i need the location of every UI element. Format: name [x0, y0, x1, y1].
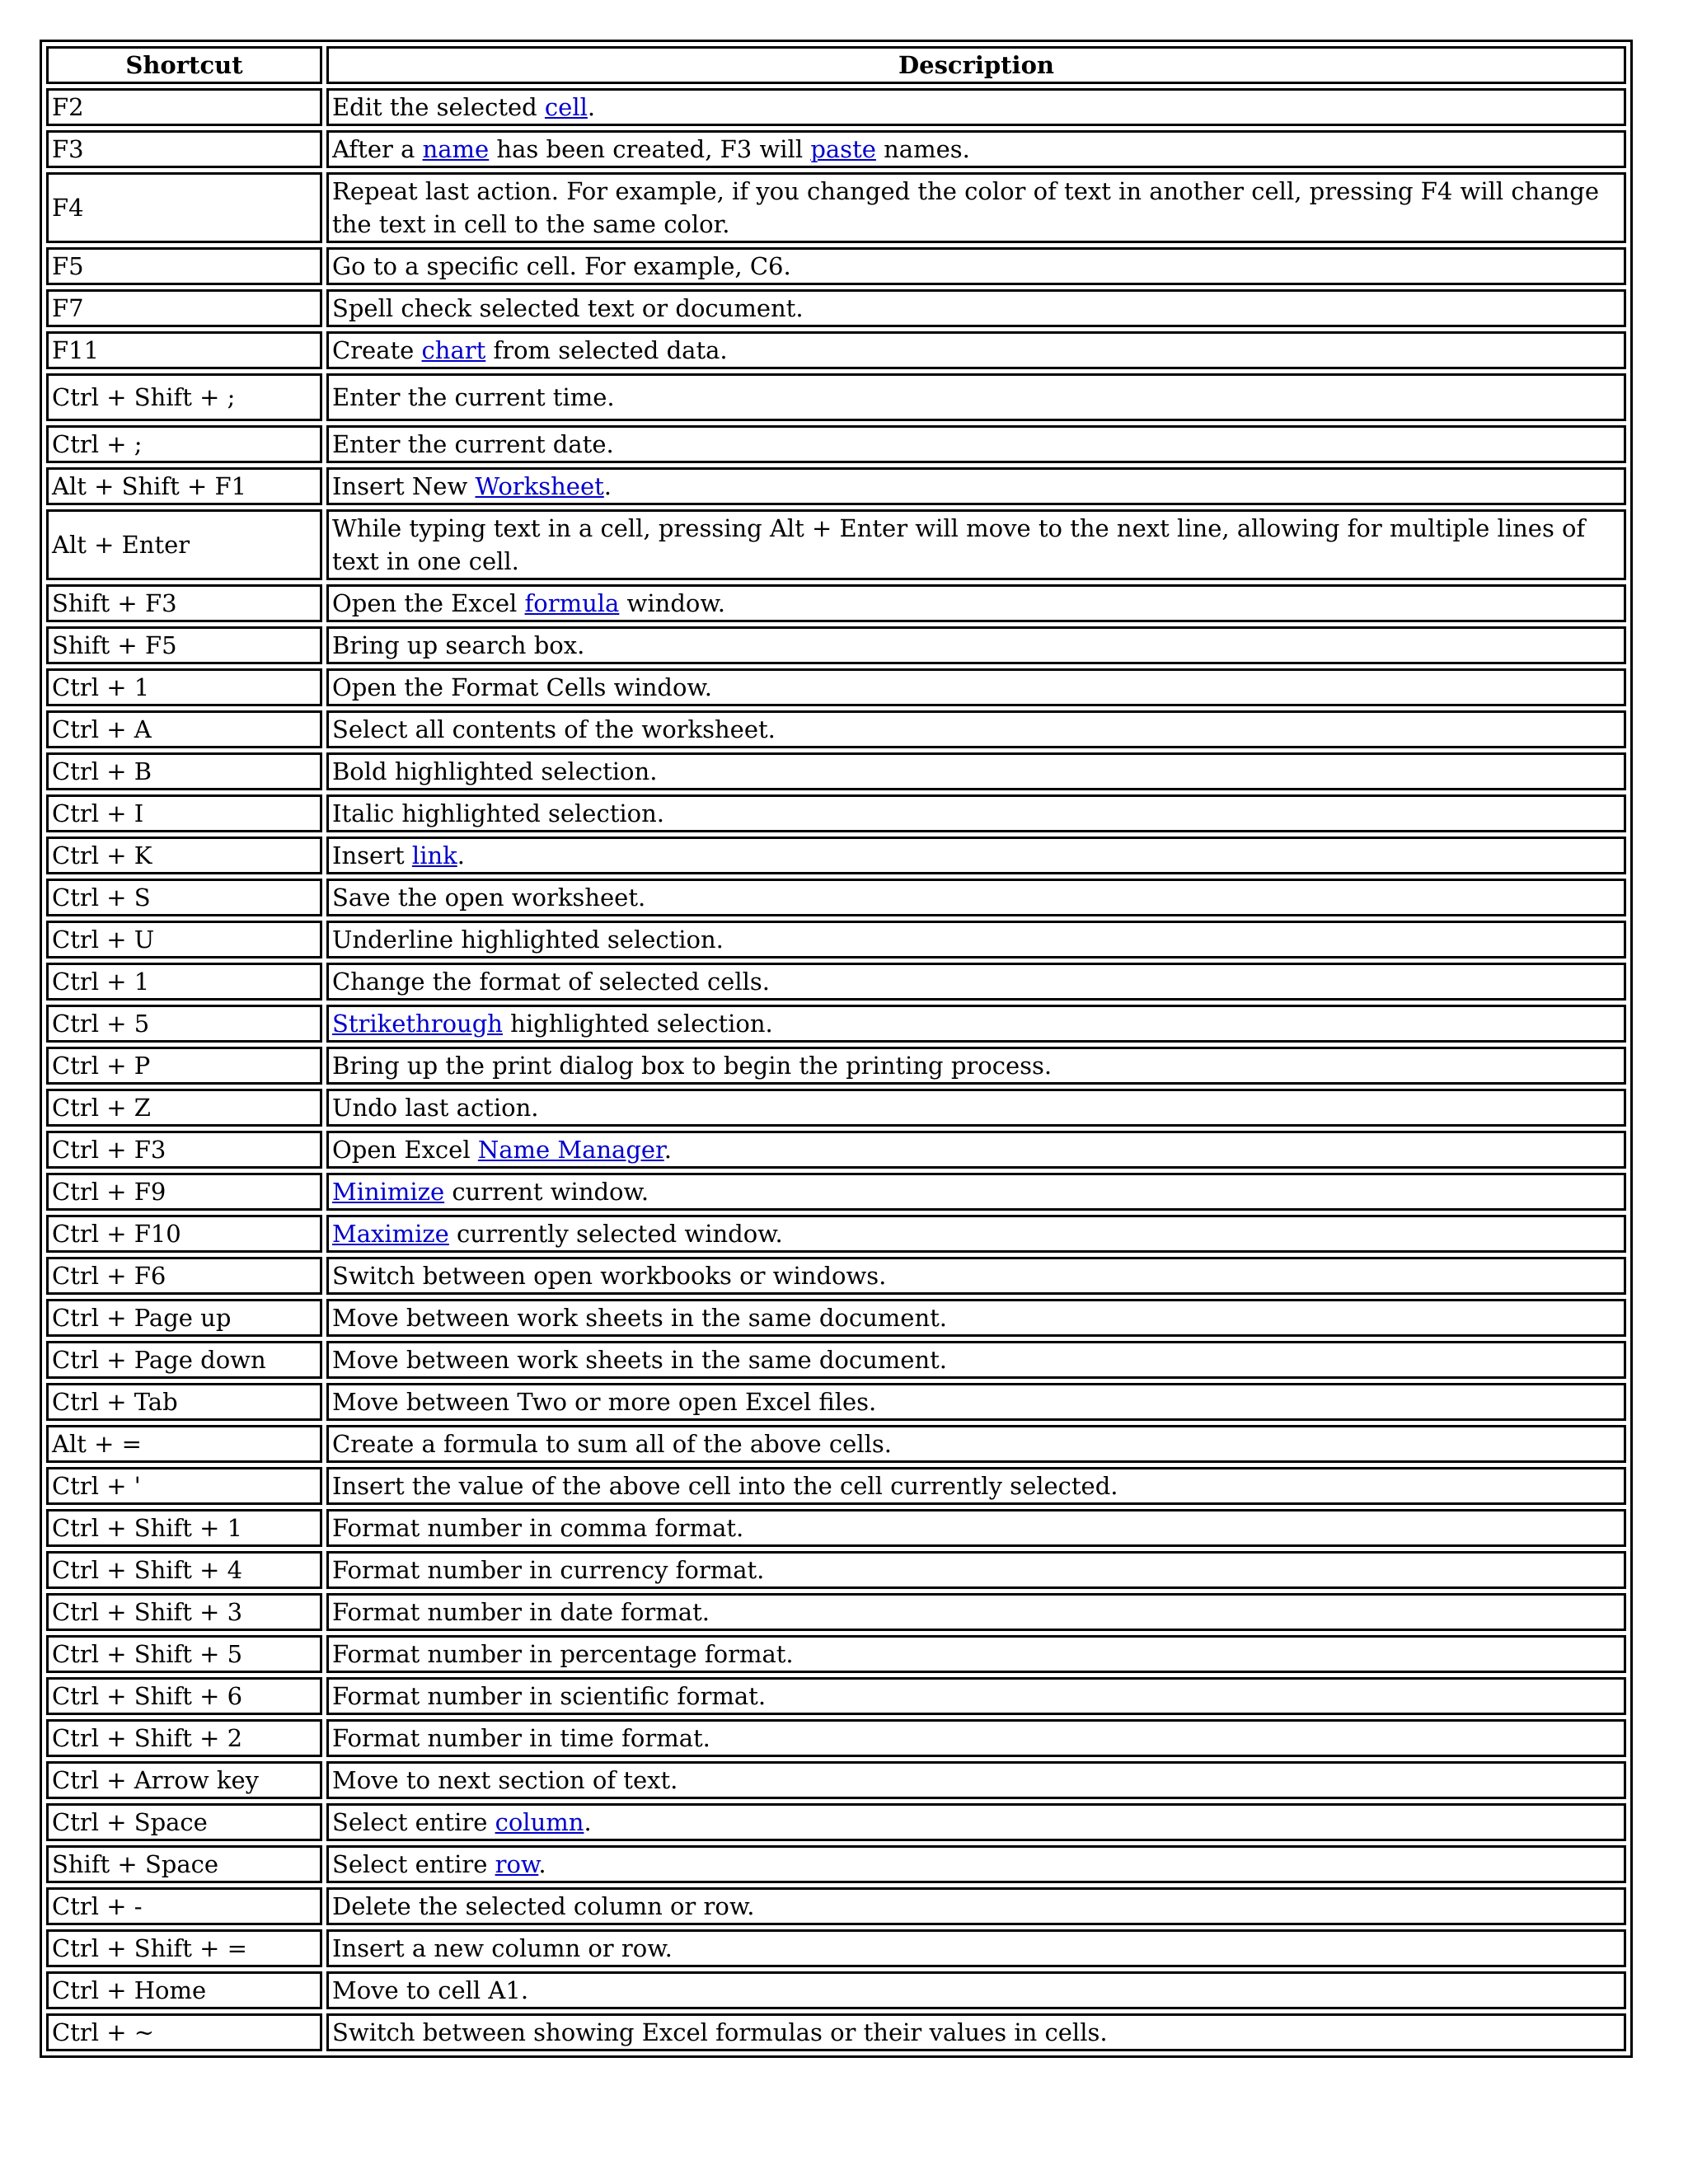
description-link[interactable]: Worksheet [475, 472, 604, 500]
description-text: window. [619, 589, 725, 617]
description-text: . [663, 1136, 672, 1164]
description-cell [326, 1467, 1626, 1505]
table-body [46, 88, 1626, 2051]
description-cell [326, 1677, 1626, 1715]
description-cell [326, 1383, 1626, 1421]
shortcut-cell: Ctrl + F10 [46, 1215, 322, 1253]
description-cell [326, 1929, 1626, 1967]
description-cell [326, 425, 1626, 463]
description-cell [326, 794, 1626, 832]
table-row [46, 1971, 1626, 2009]
table-row [46, 509, 1626, 580]
description-text: Format number in date format. [332, 1598, 710, 1626]
table-row [46, 1803, 1626, 1841]
description-text: Insert New [332, 472, 476, 500]
shortcut-cell: Ctrl + 1 [46, 963, 322, 1001]
description-cell [326, 467, 1626, 505]
table-row [46, 710, 1626, 748]
table-row [46, 1089, 1626, 1127]
shortcut-cell: Ctrl + B [46, 752, 322, 790]
shortcut-cell: Alt + Enter [46, 509, 322, 580]
description-text: Repeat last action. For example, if you changed the color of text in another cell, pressing F4 will change the text in cell to the same color. [332, 177, 1600, 238]
description-cell [326, 921, 1626, 958]
description-link[interactable]: name [422, 135, 490, 163]
shortcut-cell: Ctrl + Page down [46, 1341, 322, 1379]
description-link[interactable]: Strikethrough [332, 1010, 503, 1038]
description-cell [326, 373, 1626, 421]
description-cell [326, 172, 1626, 243]
table-row [46, 1509, 1626, 1547]
description-text: Bring up search box. [332, 631, 585, 659]
description-text: . [584, 1808, 592, 1836]
shortcut-cell: F5 [46, 247, 322, 285]
description-text: Move between Two or more open Excel files. [332, 1388, 877, 1416]
header-description: Description [326, 46, 1626, 84]
shortcut-cell: Ctrl + K [46, 837, 322, 874]
description-text: Undo last action. [332, 1094, 539, 1122]
description-link[interactable]: Maximize [332, 1220, 449, 1248]
table-row [46, 837, 1626, 874]
table-row [46, 1719, 1626, 1757]
description-cell [326, 1215, 1626, 1253]
description-cell [326, 247, 1626, 285]
description-text: currently selected window. [448, 1220, 783, 1248]
table-row [46, 1131, 1626, 1169]
description-text: Select entire [332, 1850, 495, 1878]
shortcut-cell: Ctrl + A [46, 710, 322, 748]
description-text: Spell check selected text or document. [332, 294, 804, 322]
description-cell [326, 1719, 1626, 1757]
table-row [46, 247, 1626, 285]
description-text: Underline highlighted selection. [332, 926, 724, 954]
shortcut-cell: Ctrl + 1 [46, 668, 322, 706]
shortcut-cell: Ctrl + Space [46, 1803, 322, 1841]
description-cell [326, 1803, 1626, 1841]
description-text: highlighted selection. [502, 1010, 773, 1038]
table-row [46, 1005, 1626, 1043]
shortcut-table-container [40, 40, 1633, 2058]
shortcut-cell: Ctrl + F6 [46, 1257, 322, 1295]
description-cell [326, 1635, 1626, 1673]
shortcut-cell: Ctrl + Shift + 4 [46, 1551, 322, 1589]
table-row [46, 794, 1626, 832]
description-cell [326, 1341, 1626, 1379]
description-cell [326, 710, 1626, 748]
shortcut-cell: Ctrl + S [46, 879, 322, 916]
table-row [46, 584, 1626, 622]
description-text: Format number in percentage format. [332, 1640, 794, 1668]
table-row [46, 1173, 1626, 1211]
shortcut-cell: Ctrl + I [46, 794, 322, 832]
shortcut-cell: Shift + Space [46, 1845, 322, 1883]
description-text: Insert [332, 841, 412, 869]
shortcut-cell: F11 [46, 331, 322, 369]
description-text: . [457, 841, 465, 869]
description-text: After a [332, 135, 423, 163]
description-text: . [587, 93, 596, 121]
description-link[interactable]: cell [544, 93, 588, 121]
description-text: While typing text in a cell, pressing Alt + Enter will move to the next line, allowing for multiple lines of text in one cell. [332, 514, 1586, 575]
description-cell [326, 130, 1626, 168]
description-cell [326, 1257, 1626, 1295]
description-cell [326, 837, 1626, 874]
shortcut-cell: Ctrl + Arrow key [46, 1761, 322, 1799]
description-cell [326, 1509, 1626, 1547]
table-row [46, 1551, 1626, 1589]
shortcut-cell: Ctrl + U [46, 921, 322, 958]
table-row [46, 1845, 1626, 1883]
description-cell [326, 289, 1626, 327]
description-cell [326, 1299, 1626, 1337]
table-row [46, 1215, 1626, 1253]
description-cell [326, 584, 1626, 622]
shortcut-cell: Ctrl + Shift + 6 [46, 1677, 322, 1715]
description-text: Open the Format Cells window. [332, 673, 713, 701]
table-row [46, 1467, 1626, 1505]
table-row [46, 1341, 1626, 1379]
description-text: has been created, F3 will [489, 135, 811, 163]
description-text: Change the format of selected cells. [332, 968, 770, 996]
description-cell [326, 1761, 1626, 1799]
shortcut-cell: Ctrl + ; [46, 425, 322, 463]
shortcut-cell: Ctrl + Shift + 3 [46, 1593, 322, 1631]
table-row [46, 1299, 1626, 1337]
description-cell [326, 331, 1626, 369]
shortcut-cell: F4 [46, 172, 322, 243]
table-row [46, 425, 1626, 463]
shortcut-cell: Ctrl + F3 [46, 1131, 322, 1169]
table-row [46, 88, 1626, 126]
shortcut-cell: Ctrl + Shift + 5 [46, 1635, 322, 1673]
description-link[interactable]: chart [421, 336, 486, 364]
description-link[interactable]: column [495, 1808, 584, 1836]
description-link[interactable]: paste [810, 135, 876, 163]
description-cell [326, 668, 1626, 706]
description-cell [326, 1005, 1626, 1043]
table-row [46, 921, 1626, 958]
description-link[interactable]: formula [524, 589, 620, 617]
description-text: Move between work sheets in the same document. [332, 1304, 947, 1332]
table-row [46, 172, 1626, 243]
table-row [46, 626, 1626, 664]
description-text: Switch between showing Excel formulas or their values in cells. [332, 2018, 1108, 2046]
shortcut-cell: Ctrl + 5 [46, 1005, 322, 1043]
shortcut-cell: Ctrl + P [46, 1047, 322, 1085]
shortcut-cell: Alt + = [46, 1425, 322, 1463]
table-row [46, 331, 1626, 369]
table-row [46, 668, 1626, 706]
description-text: Save the open worksheet. [332, 883, 646, 912]
shortcut-cell: Ctrl + - [46, 1887, 322, 1925]
table-row [46, 1761, 1626, 1799]
description-text: . [603, 472, 612, 500]
description-text: Create [332, 336, 422, 364]
description-text: Create a formula to sum all of the above cells. [332, 1430, 892, 1458]
description-cell [326, 1845, 1626, 1883]
description-text: Edit the selected [332, 93, 545, 121]
description-text: Enter the current date. [332, 430, 614, 458]
description-text: Format number in time format. [332, 1724, 710, 1752]
description-text: Format number in scientific format. [332, 1682, 767, 1710]
shortcut-cell: F3 [46, 130, 322, 168]
description-text: Select all contents of the worksheet. [332, 715, 776, 743]
description-cell [326, 509, 1626, 580]
description-text: Select entire [332, 1808, 495, 1836]
description-cell [326, 1089, 1626, 1127]
description-cell [326, 879, 1626, 916]
description-text: from selected data. [485, 336, 728, 364]
description-text: current window. [444, 1178, 649, 1206]
description-link[interactable]: Name Manager [477, 1136, 664, 1164]
description-cell [326, 1971, 1626, 2009]
table-row [46, 130, 1626, 168]
table-row [46, 1635, 1626, 1673]
description-cell [326, 1551, 1626, 1589]
shortcut-cell: Ctrl + Page up [46, 1299, 322, 1337]
description-text: names. [875, 135, 970, 163]
description-text: Open Excel [332, 1136, 478, 1164]
shortcut-cell: Ctrl + ' [46, 1467, 322, 1505]
description-cell [326, 963, 1626, 1001]
shortcut-cell: Ctrl + Shift + = [46, 1929, 322, 1967]
shortcut-cell: Ctrl + Z [46, 1089, 322, 1127]
description-text: Format number in currency format. [332, 1556, 765, 1584]
description-cell [326, 1425, 1626, 1463]
table-row [46, 1887, 1626, 1925]
description-text: . [538, 1850, 546, 1878]
shortcut-cell: Ctrl + Home [46, 1971, 322, 2009]
description-cell [326, 626, 1626, 664]
table-row [46, 963, 1626, 1001]
table-row [46, 1677, 1626, 1715]
description-cell [326, 1131, 1626, 1169]
table-row [46, 289, 1626, 327]
table-row [46, 2013, 1626, 2051]
description-cell [326, 1887, 1626, 1925]
table-row [46, 1425, 1626, 1463]
description-cell [326, 1593, 1626, 1631]
table-row [46, 373, 1626, 421]
description-text: Delete the selected column or row. [332, 1892, 755, 1920]
shortcut-cell: Ctrl + Shift + ; [46, 373, 322, 421]
shortcut-cell: Ctrl + F9 [46, 1173, 322, 1211]
description-cell [326, 88, 1626, 126]
table-row [46, 1593, 1626, 1631]
shortcut-cell: Shift + F3 [46, 584, 322, 622]
table-row [46, 467, 1626, 505]
description-text: Switch between open workbooks or windows. [332, 1262, 887, 1290]
table-row [46, 1047, 1626, 1085]
shortcut-cell: Shift + F5 [46, 626, 322, 664]
description-text: Bold highlighted selection. [332, 757, 658, 785]
shortcut-table [40, 40, 1633, 2058]
header-shortcut: Shortcut [46, 46, 322, 84]
description-cell [326, 1047, 1626, 1085]
shortcut-cell: Ctrl + ~ [46, 2013, 322, 2051]
shortcut-cell: Ctrl + Tab [46, 1383, 322, 1421]
description-cell [326, 1173, 1626, 1211]
description-text: Go to a specific cell. For example, C6. [332, 252, 791, 280]
description-link[interactable]: link [411, 841, 457, 869]
description-link[interactable]: Minimize [332, 1178, 445, 1206]
table-row [46, 1929, 1626, 1967]
table-header-row [46, 46, 1626, 84]
description-text: Insert the value of the above cell into the cell currently selected. [332, 1472, 1118, 1500]
description-text: Bring up the print dialog box to begin the printing process. [332, 1052, 1053, 1080]
description-cell [326, 752, 1626, 790]
description-text: Move to cell A1. [332, 1976, 529, 2004]
table-row [46, 1257, 1626, 1295]
description-text: Format number in comma format. [332, 1514, 744, 1542]
shortcut-cell: Ctrl + Shift + 1 [46, 1509, 322, 1547]
shortcut-cell: Alt + Shift + F1 [46, 467, 322, 505]
description-text: Italic highlighted selection. [332, 799, 664, 827]
shortcut-cell: F7 [46, 289, 322, 327]
table-row [46, 1383, 1626, 1421]
table-row [46, 752, 1626, 790]
description-cell [326, 2013, 1626, 2051]
description-text: Move between work sheets in the same document. [332, 1346, 947, 1374]
description-text: Enter the current time. [332, 383, 615, 411]
table-row [46, 879, 1626, 916]
description-text: Open the Excel [332, 589, 525, 617]
description-text: Insert a new column or row. [332, 1934, 673, 1962]
description-link[interactable]: row [495, 1850, 539, 1878]
description-text: Move to next section of text. [332, 1766, 678, 1794]
shortcut-cell: Ctrl + Shift + 2 [46, 1719, 322, 1757]
shortcut-cell: F2 [46, 88, 322, 126]
